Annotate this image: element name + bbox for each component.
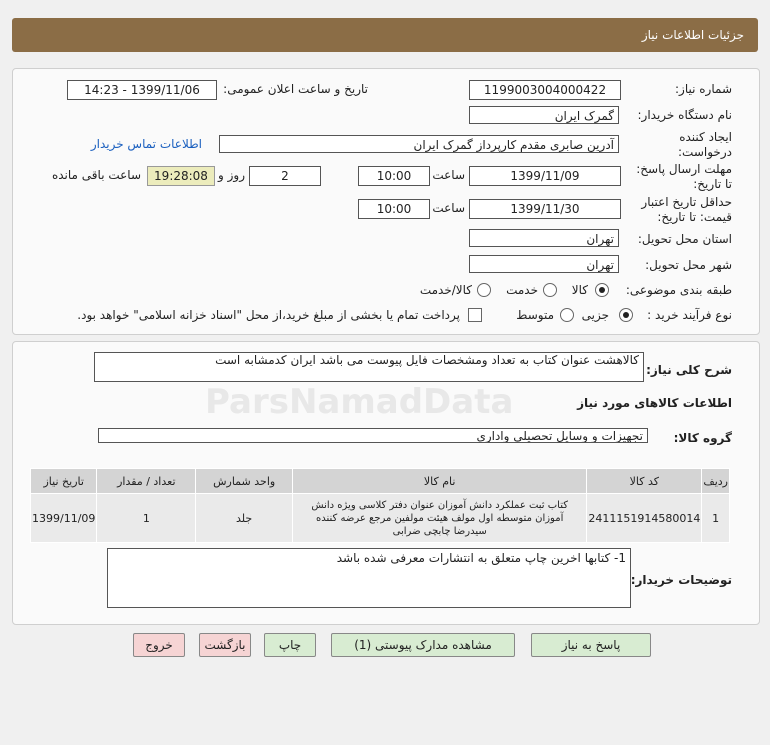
exit-button[interactable]: خروج	[133, 633, 185, 657]
need-number-field: 1199003004000422	[469, 80, 621, 100]
col-date: تاریخ نیاز	[31, 469, 97, 494]
contact-buyer-link[interactable]: اطلاعات تماس خریدار	[90, 137, 202, 151]
col-unit: واحد شمارش	[196, 469, 293, 494]
province-field: تهران	[469, 229, 619, 247]
category-radio-goods[interactable]	[595, 283, 609, 297]
reply-button[interactable]: پاسخ به نیاز	[531, 633, 651, 657]
city-field: تهران	[469, 255, 619, 273]
treasury-payment-text: پرداخت تمام یا بخشی از مبلغ خرید،از محل "اسناد خزانه اسلامی" خواهد بود.	[77, 308, 460, 322]
col-qty: تعداد / مقدار	[97, 469, 196, 494]
category-option-goods: کالا	[571, 283, 588, 297]
city-label: شهر محل تحویل:	[645, 258, 732, 272]
deadline-time-field: 10:00	[358, 166, 430, 186]
back-button[interactable]: بازگشت	[199, 633, 251, 657]
buyer-org-label: نام دستگاه خریدار:	[637, 108, 732, 122]
category-option-service: خدمت	[506, 283, 538, 297]
category-radio-goods-service[interactable]	[477, 283, 491, 297]
view-attachments-button[interactable]: مشاهده مدارک پیوستی (1)	[331, 633, 515, 657]
validity-label: حداقل تاریخ اعتبار قیمت: تا تاریخ:	[641, 195, 732, 224]
cell-qty: 1	[97, 494, 196, 543]
col-name: نام کالا	[293, 469, 587, 494]
goods-section-title: اطلاعات کالاهای مورد نیاز	[577, 396, 732, 410]
province-label: استان محل تحویل:	[637, 232, 732, 246]
cell-code: 2411151914580014	[587, 494, 702, 543]
need-number-label: شماره نیاز:	[675, 82, 732, 96]
buyer-notes-label: توضیحات خریدار:	[630, 573, 732, 587]
buyer-notes-field: 1- کتابها اخرین چاپ متعلق به انتشارات معرفی شده باشد	[107, 548, 631, 608]
remaining-label: ساعت باقی مانده	[51, 168, 141, 182]
category-radio-service[interactable]	[543, 283, 557, 297]
process-radio-medium[interactable]	[560, 308, 574, 322]
category-label: طبقه بندی موضوعی:	[625, 283, 732, 297]
buyer-org-field: گمرک ایران	[469, 106, 619, 124]
category-option-goods-service: کالا/خدمت	[419, 283, 472, 297]
remaining-timer: 19:28:08	[147, 166, 215, 186]
cell-row: 1	[702, 494, 730, 543]
table-row	[31, 494, 730, 543]
process-option-minor: جزیی	[581, 308, 609, 322]
validity-time-label: ساعت	[432, 201, 465, 215]
process-option-medium: متوسط	[516, 308, 554, 322]
col-code: کد کالا	[587, 469, 702, 494]
goods-table-header	[31, 469, 730, 494]
summary-label: شرح کلی نیاز:	[646, 363, 732, 377]
print-button[interactable]: چاپ	[264, 633, 316, 657]
creator-field: آدرین صابری مقدم کارپرداز گمرک ایران	[219, 135, 619, 153]
summary-field: کالاهشت عنوان کتاب به تعداد ومشخصات فایل پیوست می باشد ایران کدمشابه است	[94, 352, 644, 382]
goods-table	[30, 468, 730, 543]
cell-name: کتاب ثبت عملکرد دانش آموزان عنوان دفتر کلاسی ویژه دانش آموزان متوسطه اول مولف هیئت مولفین مرجع عرضه کننده سیدرضا چابچی ضرابی	[293, 494, 587, 543]
col-row: ردیف	[702, 469, 730, 494]
validity-date-field: 1399/11/30	[469, 199, 621, 219]
process-radio-minor[interactable]	[619, 308, 633, 322]
days-label: روز و	[218, 168, 245, 182]
treasury-payment-checkbox[interactable]	[468, 308, 482, 322]
page-title: جزئیات اطلاعات نیاز	[641, 28, 744, 42]
page-header	[12, 18, 758, 52]
creator-label: ایجاد کننده درخواست:	[678, 130, 732, 159]
validity-time-field: 10:00	[358, 199, 430, 219]
process-label: نوع فرآیند خرید :	[647, 308, 732, 322]
cell-date: 1399/11/09	[31, 494, 97, 543]
deadline-label: مهلت ارسال پاسخ: تا تاریخ:	[636, 162, 732, 191]
goods-group-field: تجهیزات و وسایل تحصیلی واداری	[98, 428, 648, 443]
cell-unit: جلد	[196, 494, 293, 543]
announce-label: تاریخ و ساعت اعلان عمومی:	[223, 82, 368, 96]
days-field: 2	[249, 166, 321, 186]
deadline-time-label: ساعت	[432, 168, 465, 182]
goods-group-label: گروه کالا:	[673, 431, 732, 445]
deadline-date-field: 1399/11/09	[469, 166, 621, 186]
announce-field: 1399/11/06 - 14:23	[67, 80, 217, 100]
